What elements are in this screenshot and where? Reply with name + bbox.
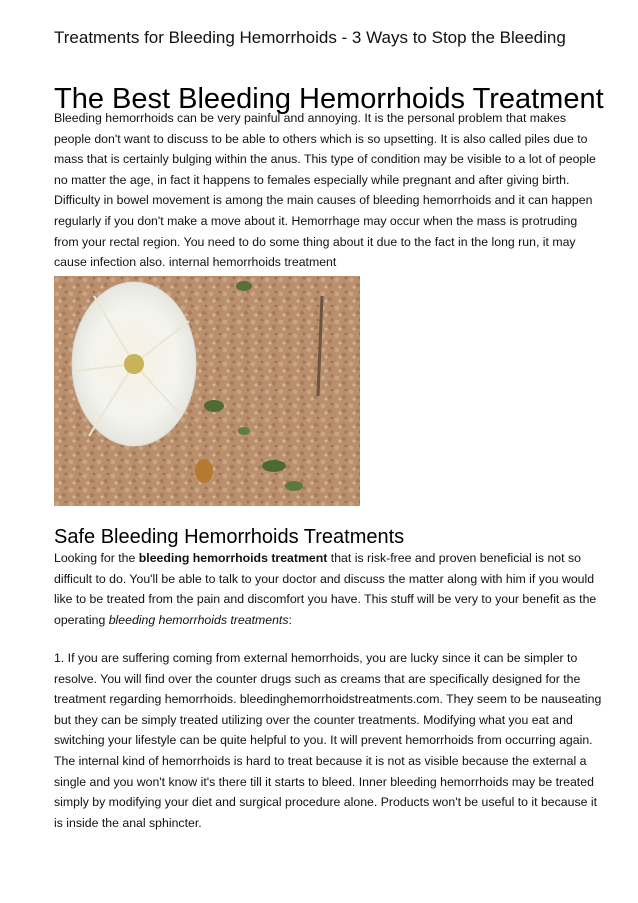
numbered-paragraph: 1. If you are suffering coming from external hemorrhoids, you are lucky since it can be simpler to resolve. You will find over the counter drugs such as creams that are specifically designed for the treatment regarding hemorrhoids. bleedinghemorrhoidstreatments.com. They seem to be nauseating but they can be simply treated utilizing over the counter treatments. Modifying what you eat and switching your lifestyle can be quite helpful to you. It will prevent hemorrhoids from occurring again. The internal kind of hemorrhoids is hard to treat because it is not as visible because the external a single and you won't know it's there till it starts to bleed. Inner bleeding hemorrhoids may be treated simply by modifying your diet and surgical procedure alone. Products won't be useful to it because it is inside the anal sphincter.	[54, 651, 602, 830]
text-run: Looking for the	[54, 551, 139, 565]
intro-paragraph: Bleeding hemorrhoids can be very painful and annoying. It is the personal problem that makes people don't want to discuss to be able to others which is so upsetting. It is also called piles due to mass that is certainly bulging within the anus. This type of condition may be visible to a lot of people no matter the age, in fact it happens to females especially while pregnant and after giving birth. Difficulty in bowel movement is among the main causes of bleeding hemorrhoids and it can happen regularly if you don't make a move about it. Hemorrhage may occur when the mass is protruding from your rectal region. You need to do some thing about it due to the fact in the long run, it may cause infection also. internal hemorrhoids treatment	[54, 111, 596, 270]
text-run: :	[288, 612, 292, 627]
document-title: Treatments for Bleeding Hemorrhoids - 3 Ways to Stop the Bleeding	[54, 28, 566, 47]
main-heading: The Best Bleeding Hemorrhoids Treatment	[54, 83, 604, 115]
italic-keyword: bleeding hemorrhoids treatments	[108, 612, 289, 627]
white-flower-photo	[54, 276, 360, 506]
text-run: that is risk-free and proven beneficial is not so difficult to do. You'll be able to talk to your doctor and discuss the matter along with him if you would like to be treated from the pain and discomfort you have. This stuff will be very to your benefit as the operating	[54, 551, 597, 627]
section-heading: Safe Bleeding Hemorrhoids Treatments	[54, 526, 405, 548]
section-paragraph	[54, 548, 602, 630]
bold-keyword: bleeding hemorrhoids treatment	[138, 551, 328, 565]
